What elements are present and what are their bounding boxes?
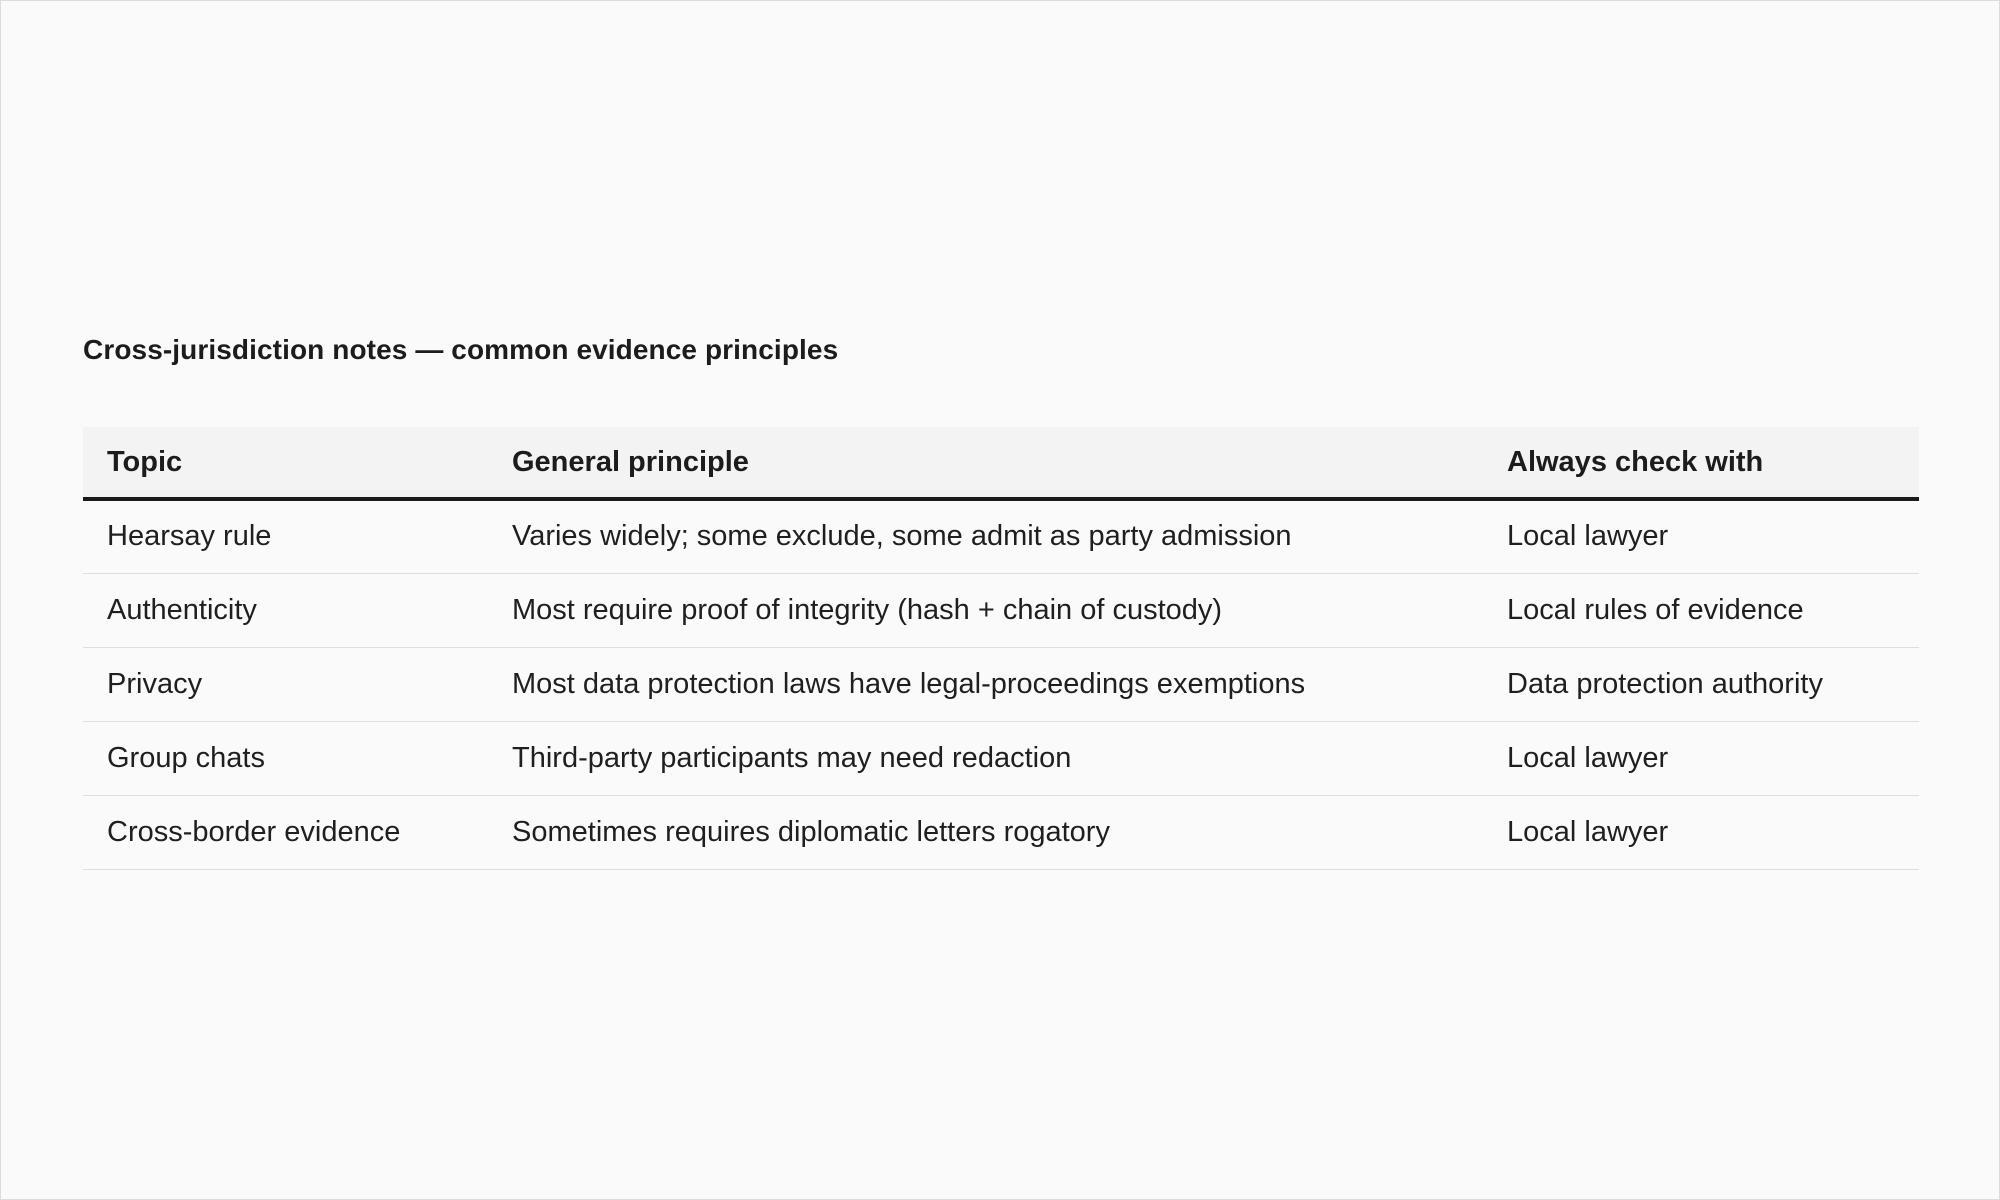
table-header bbox=[83, 427, 1919, 499]
column-header-general-principle: General principle bbox=[488, 427, 1483, 499]
cell-general-principle: Third-party participants may need redaction bbox=[488, 721, 1483, 795]
table-row bbox=[83, 573, 1919, 647]
cell-topic: Hearsay rule bbox=[83, 499, 488, 573]
table-header-row bbox=[83, 427, 1919, 499]
table-row bbox=[83, 499, 1919, 573]
cell-topic: Group chats bbox=[83, 721, 488, 795]
table-row bbox=[83, 721, 1919, 795]
column-header-topic: Topic bbox=[83, 427, 488, 499]
principles-table bbox=[83, 427, 1919, 870]
table-body bbox=[83, 499, 1919, 869]
cell-general-principle: Varies widely; some exclude, some admit as party admission bbox=[488, 499, 1483, 573]
cell-topic: Privacy bbox=[83, 647, 488, 721]
cell-always-check-with: Data protection authority bbox=[1483, 647, 1919, 721]
cell-always-check-with: Local lawyer bbox=[1483, 721, 1919, 795]
table-row bbox=[83, 795, 1919, 869]
cell-topic: Cross-border evidence bbox=[83, 795, 488, 869]
cell-always-check-with: Local rules of evidence bbox=[1483, 573, 1919, 647]
page-title: Cross-jurisdiction notes — common evidence principles bbox=[83, 334, 839, 365]
table-row bbox=[83, 647, 1919, 721]
cell-topic: Authenticity bbox=[83, 573, 488, 647]
cell-general-principle: Sometimes requires diplomatic letters rogatory bbox=[488, 795, 1483, 869]
cell-always-check-with: Local lawyer bbox=[1483, 499, 1919, 573]
cell-general-principle: Most require proof of integrity (hash + chain of custody) bbox=[488, 573, 1483, 647]
cell-general-principle: Most data protection laws have legal-proceedings exemptions bbox=[488, 647, 1483, 721]
principles-table-container bbox=[83, 427, 1919, 870]
column-header-always-check-with: Always check with bbox=[1483, 427, 1919, 499]
cell-always-check-with: Local lawyer bbox=[1483, 795, 1919, 869]
